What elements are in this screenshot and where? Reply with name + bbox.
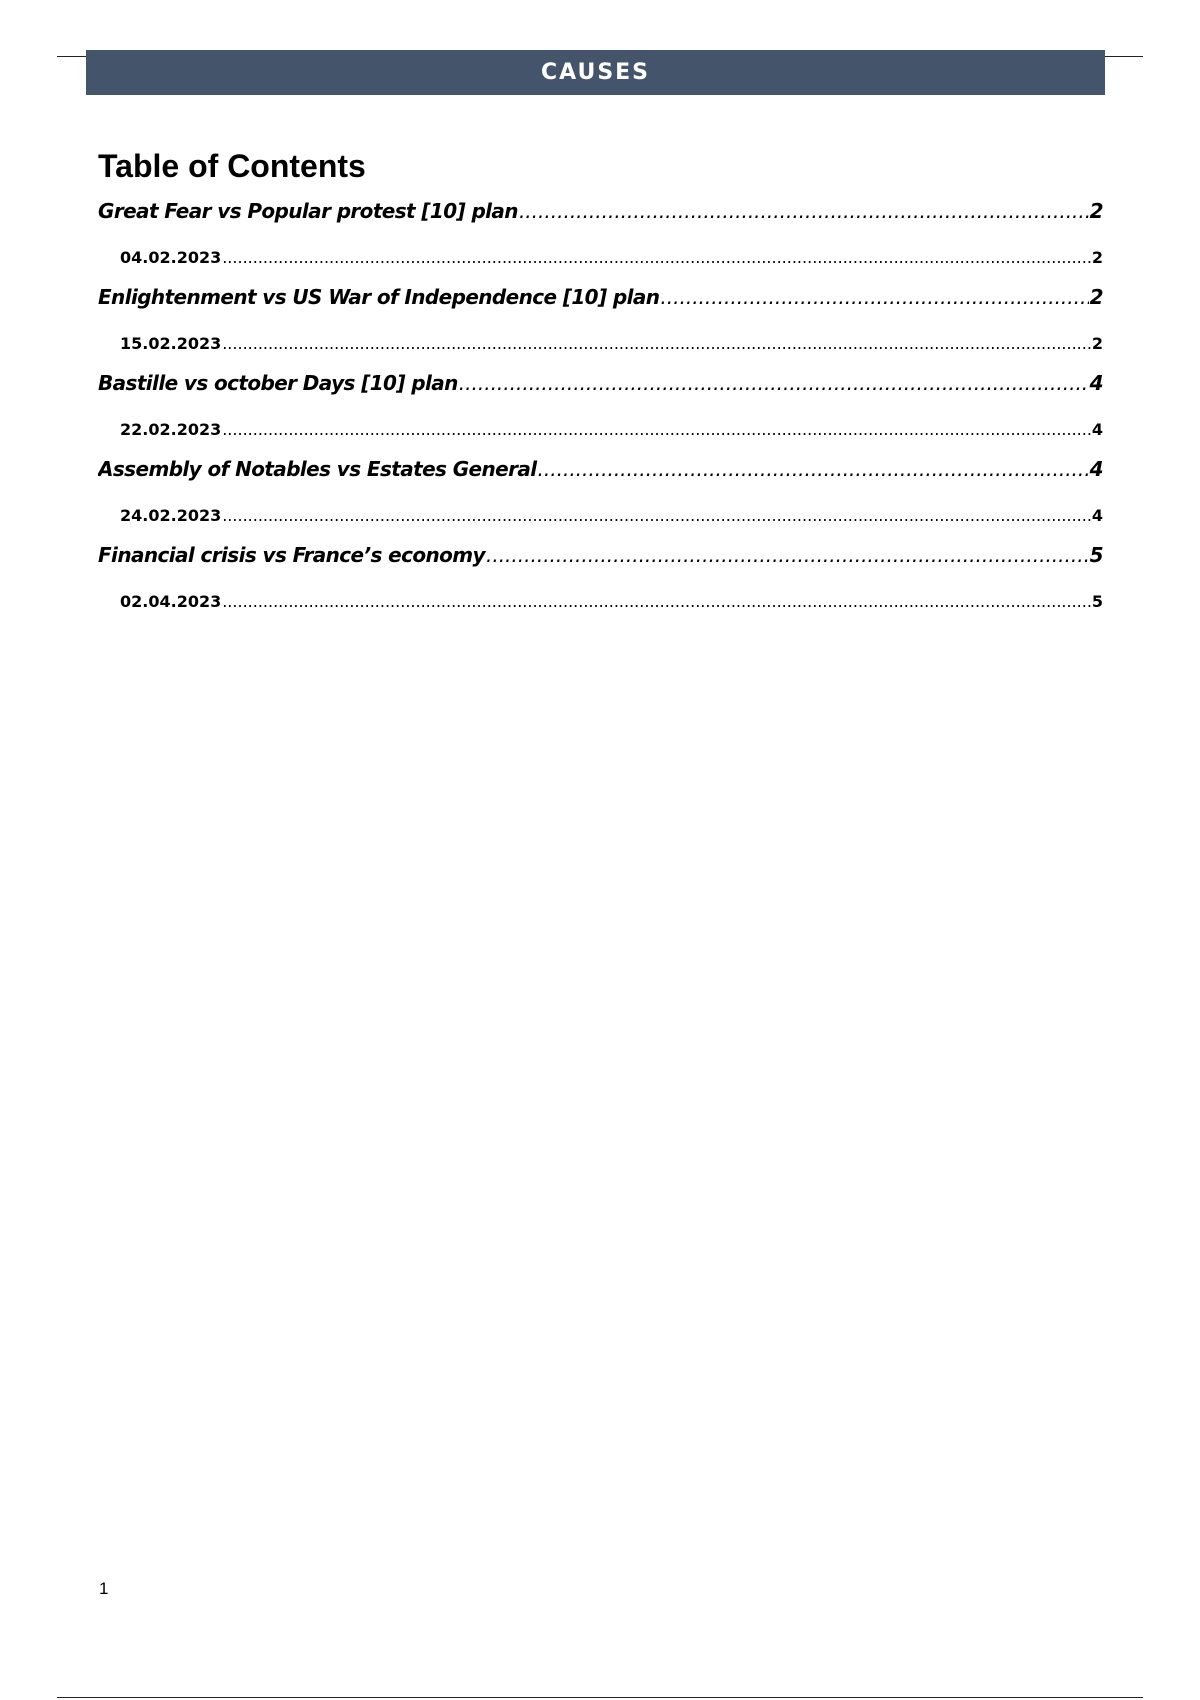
table-of-contents xyxy=(98,199,1103,629)
toc-dot-leader xyxy=(519,199,1089,223)
toc-entry-label: Bastille vs october Days [10] plan xyxy=(98,371,458,395)
toc-dot-leader xyxy=(538,457,1089,481)
toc-entry-page: 4 xyxy=(1091,506,1103,525)
toc-entry-label: 04.02.2023 xyxy=(120,248,222,267)
header-title: CAUSES xyxy=(540,60,651,85)
toc-dot-leader xyxy=(222,592,1091,611)
toc-entry-enlightenment[interactable] xyxy=(98,285,1103,328)
toc-dot-leader xyxy=(660,285,1088,309)
toc-entry-label: 15.02.2023 xyxy=(120,334,222,353)
toc-subentry-02-04-2023[interactable] xyxy=(98,586,1103,629)
toc-dot-leader xyxy=(222,420,1091,439)
toc-entry-page: 2 xyxy=(1091,334,1103,353)
toc-entry-great-fear[interactable] xyxy=(98,199,1103,242)
toc-dot-leader xyxy=(222,248,1091,267)
toc-dot-leader xyxy=(222,506,1091,525)
toc-subentry-22-02-2023[interactable] xyxy=(98,414,1103,457)
toc-heading: Table of Contents xyxy=(98,148,366,184)
toc-dot-leader xyxy=(459,371,1089,395)
toc-dot-leader xyxy=(486,543,1089,567)
toc-subentry-15-02-2023[interactable] xyxy=(98,328,1103,371)
toc-entry-page: 4 xyxy=(1089,457,1103,481)
toc-entry-page: 5 xyxy=(1091,592,1103,611)
toc-entry-page: 2 xyxy=(1089,285,1103,309)
toc-entry-page: 2 xyxy=(1089,199,1103,223)
footer-rule xyxy=(57,1697,1143,1698)
toc-entry-bastille[interactable] xyxy=(98,371,1103,414)
toc-entry-label: Great Fear vs Popular protest [10] plan xyxy=(98,199,518,223)
toc-entry-page: 2 xyxy=(1091,248,1103,267)
page-number: 1 xyxy=(99,1579,109,1598)
toc-entry-assembly-of-notables[interactable] xyxy=(98,457,1103,500)
toc-entry-page: 4 xyxy=(1091,420,1103,439)
toc-dot-leader xyxy=(222,334,1091,353)
toc-entry-page: 4 xyxy=(1089,371,1103,395)
toc-entry-page: 5 xyxy=(1089,543,1103,567)
toc-subentry-04-02-2023[interactable] xyxy=(98,242,1103,285)
toc-entry-label: 22.02.2023 xyxy=(120,420,222,439)
toc-entry-label: Assembly of Notables vs Estates General xyxy=(98,457,537,481)
toc-entry-label: Financial crisis vs France’s economy xyxy=(98,543,485,567)
toc-entry-label: 24.02.2023 xyxy=(120,506,222,525)
toc-entry-label: 02.04.2023 xyxy=(120,592,222,611)
toc-subentry-24-02-2023[interactable] xyxy=(98,500,1103,543)
header-band xyxy=(86,50,1105,95)
toc-entry-label: Enlightenment vs US War of Independence [10] plan xyxy=(98,285,660,309)
toc-entry-financial-crisis[interactable] xyxy=(98,543,1103,586)
